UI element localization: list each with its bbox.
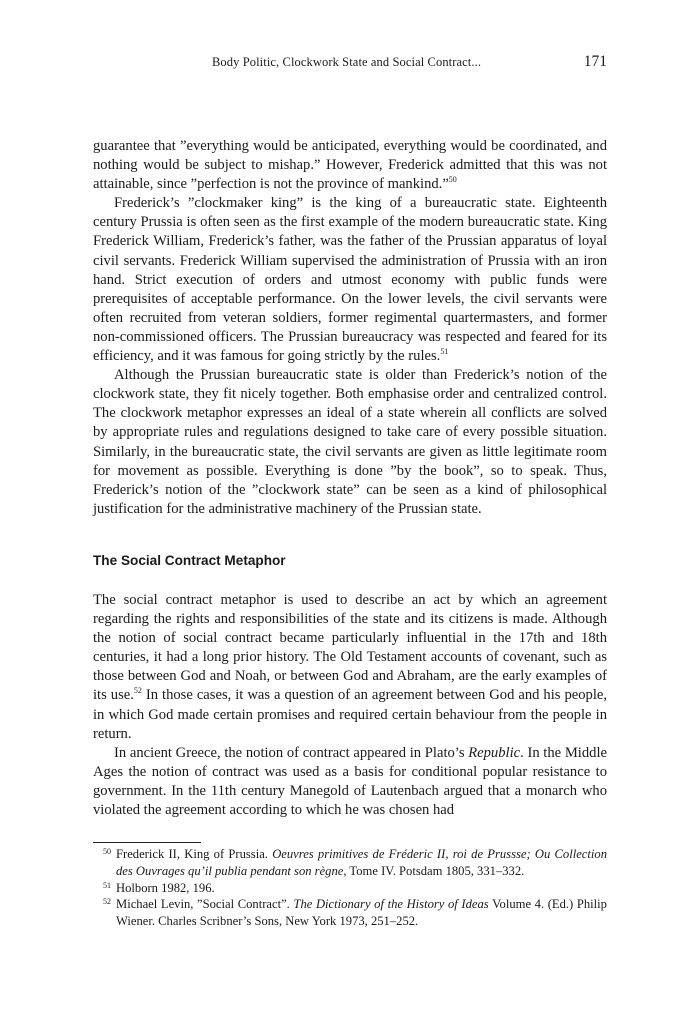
paragraph-text: The social contract metaphor is used to describe an act by which an agreement regarding the rights and responsibilities of the state and its citizens is made. Although the notion of social contract became particularly influential in the 17th and 18th centuries, it had a long prior history. The Old Testament accounts of covenant, such as those between God and Noah, or between God and Abraham, are the early examples of its use. (93, 592, 607, 704)
footnote-marker: 50 (103, 847, 111, 856)
paragraph (93, 366, 607, 519)
footnote (93, 846, 607, 880)
running-head (0, 55, 700, 75)
body-text-block (93, 137, 607, 519)
footnotes (93, 846, 607, 930)
footnote-reference[interactable]: 50 (448, 175, 457, 185)
running-title: Body Politic, Clockwork State and Social Contract... (212, 55, 482, 69)
paragraph-text: In ancient Greece, the notion of contract appeared in Plato’s (114, 744, 469, 761)
paragraph-text: . In the Middle Ages the notion of contract was used as a basis for conditional popular resistance to government. In the 11th century Manegold of Lautenbach argued that a monarch who violated the agreement according to which he was chosen had (93, 744, 607, 819)
paragraph-text: guarantee that ”everything would be anticipated, everything would be coordinated, and nothing would be subject to mishap.” However, Frederick admitted that this was not attainable, since ”perfection is not the province of mankind.” (93, 138, 607, 193)
footnote-text: Frederick II, King of Prussia. (116, 847, 273, 861)
footnote-text: Volume 4. (Ed.) Philip Wiener. Charles Scribner’s Sons, New York 1973, 251–252. (116, 897, 607, 929)
footnote (93, 896, 607, 930)
citation-title: Oeuvres primitives de Fréderic II, roi de Prussse; Ou Collection des Ouvrages qu’il publia pendant son règne (116, 847, 607, 878)
paragraph-text: In those cases, it was a question of an agreement between God and his people, in which God made certain promises and required certain behaviour from the people in return. (93, 687, 607, 742)
footnote-marker: 52 (103, 897, 111, 907)
footnote-text: Holborn 1982, 196. (116, 880, 215, 895)
footnote (93, 880, 607, 897)
footnote-reference[interactable]: 51 (440, 347, 449, 357)
book-title: Republic (468, 744, 521, 761)
section-heading: The Social Contract Metaphor (93, 553, 286, 568)
paragraph-text: Frederick’s ”clockmaker king” is the king of a bureaucratic state. Eighteenth century Prussia is often seen as the first example of the modern bureaucratic state. King Frederick William, Frederick’s father, was the father of the Prussian apparatus of loyal civil servants. Frederick William supervised the administration of Prussia with an iron hand. Strict execution of orders and utmost economy with public funds were prerequisites of acceptable performance. On the lower levels, the civil servants were often recruited from veteran soldiers, former regimental quartermasters, and former non-commissioned officers. The Prussian bureaucracy was respected and feared for its efficiency, and it was famous for going strictly by the rules. (93, 195, 607, 365)
footnote-marker: 51 (103, 880, 111, 890)
footnote-text: Michael Levin, ”Social Contract”. (116, 897, 294, 912)
footnote-divider (93, 842, 201, 843)
paragraph (93, 744, 607, 820)
footnote-text: , Tome IV. Potsdam 1805, 331–332. (343, 863, 525, 878)
paragraph (93, 194, 607, 366)
body-text-block (93, 591, 607, 820)
paragraph (93, 591, 607, 744)
paragraph (93, 137, 607, 194)
footnote-reference[interactable]: 52 (133, 686, 142, 696)
citation-title: The Dictionary of the History of Ideas (293, 897, 489, 912)
paragraph-text: Although the Prussian bureaucratic state is older than Frederick’s notion of the clockwork state, they fit nicely together. Both emphasise order and centralized control. The clockwork metaphor expresses an ideal of a state wherein all conflicts are solved by appropriate rules and regulations designed to take care of every possible situation. Similarly, in the bureaucratic state, the civil servants are given as little legitimate room for movement as possible. Everything is done ”by the book”, so to speak. Thus, Frederick’s notion of the ”clockwork state” can be seen as a kind of philosophical justification for the administrative machinery of the Prussian state. (93, 367, 607, 517)
page-number: 171 (583, 53, 607, 70)
